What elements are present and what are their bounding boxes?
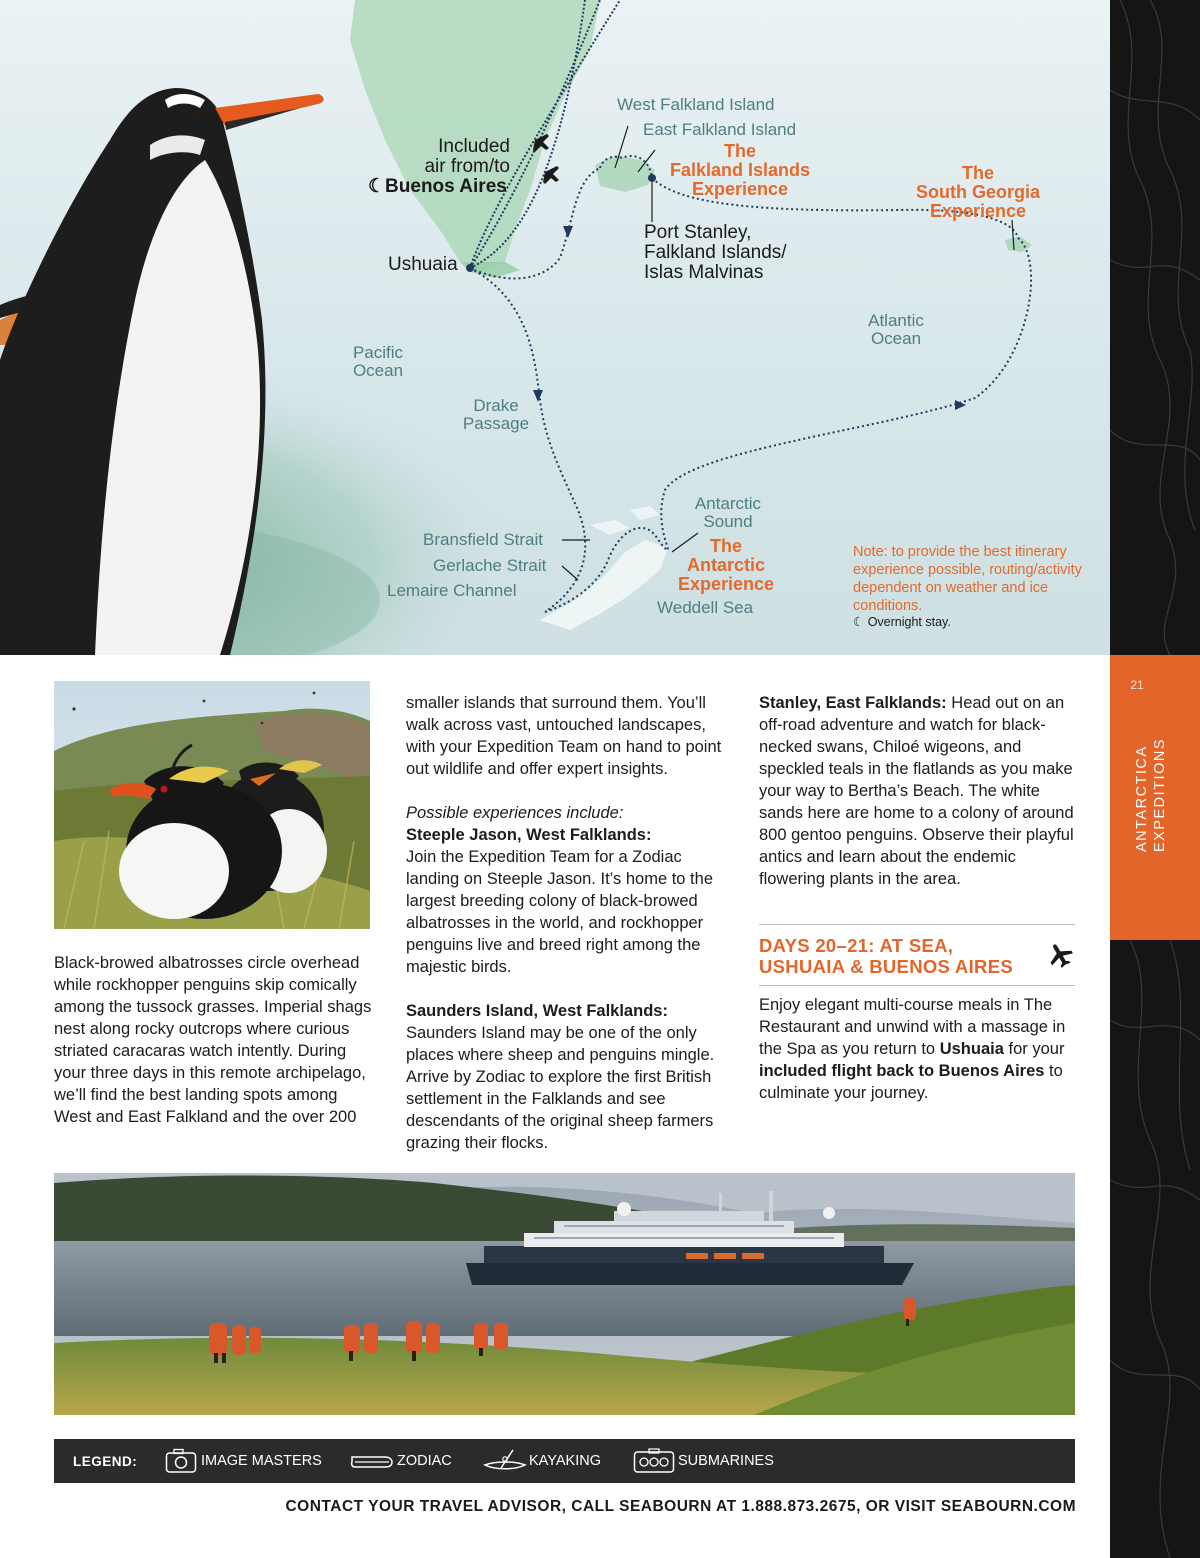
label-east-falkland: East Falkland Island <box>643 120 797 139</box>
label-south-georgia-experience: The South Georgia Experience <box>915 163 1040 221</box>
saunders-island-heading: Saunders Island, West Falklands: <box>406 1002 668 1020</box>
possible-experiences-label: Possible experiences include: <box>406 804 624 822</box>
label-port-stanley: Port Stanley, Falkland Islands/ Islas Malvinas <box>644 222 787 283</box>
stanley-paragraph <box>759 692 1075 890</box>
label-west-falkland: West Falkland Island <box>617 95 775 114</box>
steeple-jason-text: Join the Expedition Team for a Zodiac landing on Steeple Jason. It’s home to the largest breeding colony of black-browed albatrosses in the world, and rockhopper penguins live and breed right among the majestic birds. <box>406 848 713 976</box>
column-1 <box>54 952 372 1150</box>
camera-icon <box>165 1448 197 1474</box>
routing-note: Note: to provide the best itinerary experience possible, routing/activity dependent on weather and ice conditions. <box>853 544 1082 614</box>
label-antarctic-sound: Antarctic Sound <box>694 494 762 531</box>
falklands-intro-continued: smaller islands that surround them. You’ll walk across vast, untouched landscapes, with your Expedition Team on hand to point out wildlife and offer expert insights. <box>406 694 722 778</box>
column-2 <box>406 692 728 1176</box>
sidebar-topo-top <box>1110 0 1200 655</box>
label-atlantic-ocean: Atlantic Ocean <box>868 311 924 348</box>
steeple-jason-heading: Steeple Jason, West Falklands: <box>406 826 652 844</box>
label-included-air: Included air from/to <box>424 136 510 177</box>
rockhopper-penguins-photo <box>54 681 370 929</box>
legend-bar <box>54 1439 1075 1483</box>
column-3 <box>759 692 1075 912</box>
stanley-heading: Stanley, East Falklands: <box>759 694 947 712</box>
label-drake-passage: Drake Passage <box>462 396 530 433</box>
sidebar-topo-bottom <box>1110 940 1200 1558</box>
overnight-moon-icon: ☾ <box>368 176 386 197</box>
legend-image-masters: IMAGE MASTERS <box>201 1453 322 1469</box>
divider-top <box>759 924 1075 925</box>
airplane-icon <box>1046 941 1074 969</box>
kayak-icon <box>483 1448 527 1474</box>
page-number: 21 <box>1130 678 1144 692</box>
days-20-21-heading: DAYS 20–21: AT SEA, USHUAIA & BUENOS AIRES <box>759 935 1013 977</box>
falklands-intro-text: Black-browed albatrosses circle overhead while rockhopper penguins skip comically among the tussock grasses. Imperial shags nest along rocky outcrops where curious striated caracaras watch intently. During your three days in this remote archipelago, we’ll find the best landing spots among West and East Falkland and the over 200 <box>54 954 372 1126</box>
label-falklands-experience: The Falkland Islands Experience <box>669 141 811 199</box>
route-map <box>0 0 1110 655</box>
zodiac-icon <box>349 1448 393 1474</box>
legend-zodiac: ZODIAC <box>397 1453 452 1469</box>
label-lemaire-channel: Lemaire Channel <box>387 581 517 600</box>
label-ushuaia: Ushuaia <box>388 254 458 275</box>
divider-bottom <box>759 985 1075 986</box>
stanley-text: Head out on an off-road adventure and watch for black-necked swans, Chiloé wigeons, and speckled teals in the flatlands as you make your way to Bertha’s Beach. The white sands here are home to a colony of around 800 gentoo penguins. Observe their playful antics and learn about the endemic flowering plants in the area. <box>759 694 1074 888</box>
contact-footer: CONTACT YOUR TRAVEL ADVISOR, CALL SEABOURN AT 1.888.873.2675, OR VISIT SEABOURN.COM <box>285 1498 1076 1515</box>
overnight-legend: ☾ Overnight stay. <box>853 615 951 629</box>
legend-kayaking: KAYAKING <box>529 1453 601 1469</box>
label-pacific-ocean: Pacific Ocean <box>352 343 404 380</box>
label-antarctic-experience: The Antarctic Experience <box>677 536 775 594</box>
label-buenos-aires: ☾Buenos Aires <box>368 176 507 197</box>
label-weddell-sea: Weddell Sea <box>657 598 754 617</box>
saunders-island-text: Saunders Island may be one of the only places where sheep and penguins mingle. Arrive by Zodiac to explore the first British settlement in the Falklands and see descendants of the original sheep farmers grazing their flocks. <box>406 1024 715 1152</box>
expedition-ship-photo <box>54 1173 1075 1415</box>
moon-icon: ☾ <box>853 615 865 629</box>
days-20-21-text: Enjoy elegant multi-course meals in The Restaurant and unwind with a massage in the Spa as you return to Ushuaia for your included flight back to Buenos Aires to culminate your journey. <box>759 996 1066 1102</box>
section-title: ANTARCTICA EXPEDITIONS <box>1134 738 1168 852</box>
label-bransfield-strait: Bransfield Strait <box>423 530 543 549</box>
legend-title: LEGEND: <box>73 1454 138 1469</box>
submarine-icon <box>633 1448 675 1474</box>
legend-submarines: SUBMARINES <box>678 1453 774 1469</box>
label-gerlache-strait: Gerlache Strait <box>433 556 547 575</box>
